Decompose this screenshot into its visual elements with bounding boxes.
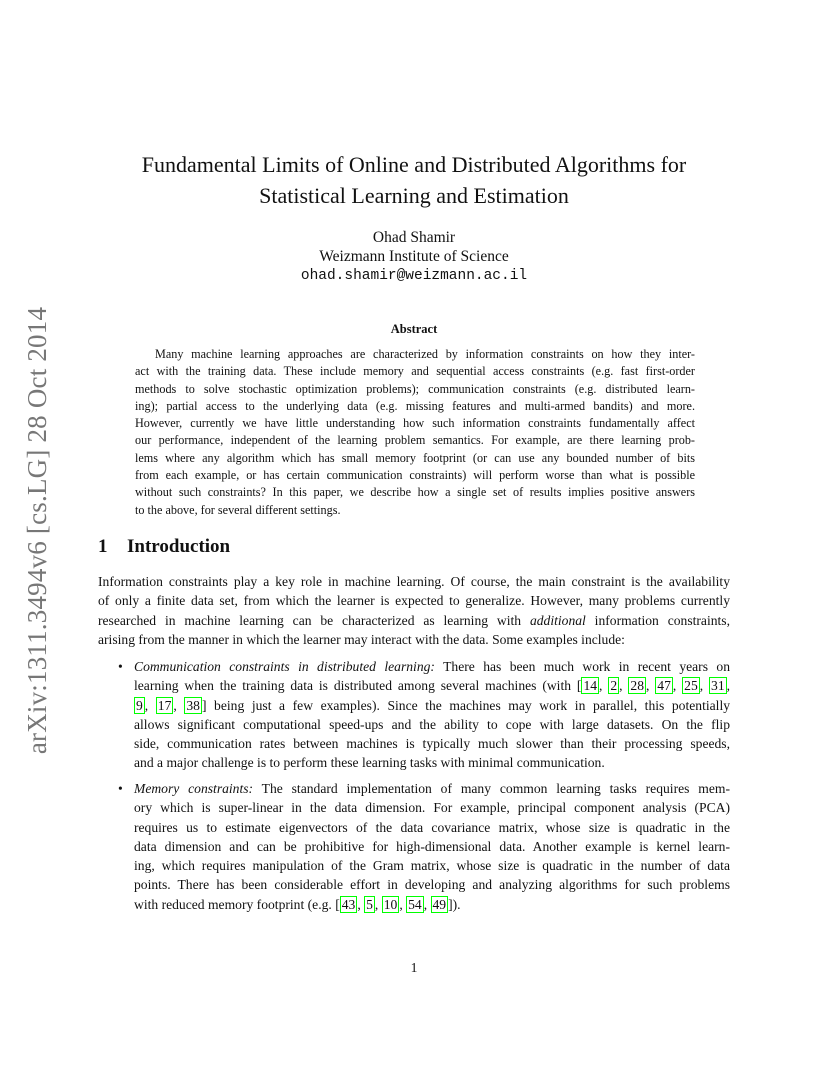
bullet-text-span: The standard implementation of many common learning tasks requires mem- bbox=[253, 781, 730, 796]
abstract-line: methods to solve stochastic optimization problems); communication constraints (e.g. distributed learn- bbox=[135, 381, 695, 396]
bullet-line: with reduced memory footprint (e.g. [ 43 , 5 , 10 , 54 , 49 ]). bbox=[134, 896, 461, 912]
bullet-line: learning when the training data is distributed among several machines (with [ 14 , 2 , 28 , 47 , 25 , 31 , bbox=[134, 678, 731, 694]
intro-line bbox=[98, 611, 730, 630]
bullet-line bbox=[134, 779, 730, 798]
bullet-text-span: ]). bbox=[448, 896, 461, 912]
bullet-text-span: There has been much work in recent years on bbox=[434, 659, 730, 674]
bullet-line: side, communication rates between machines is typically much slower than their processing speeds, bbox=[134, 736, 730, 752]
abstract-body bbox=[135, 346, 695, 519]
citation-link[interactable]: 49 bbox=[432, 896, 447, 912]
citation-link[interactable]: 54 bbox=[408, 896, 422, 912]
abstract-line: Many machine learning approaches are characterized by information constraints on how they inter- bbox=[155, 347, 695, 361]
abstract-heading: Abstract bbox=[390, 322, 438, 336]
citation-link[interactable]: 38 bbox=[186, 697, 200, 713]
paper-title-line-1: Fundamental Limits of Online and Distributed Algorithms for bbox=[141, 152, 687, 177]
arxiv-identifier: arXiv:1311.3494v6 [cs.LG] 28 Oct 2014 bbox=[22, 306, 53, 754]
bullet-line: data dimension and can be prohibitive for high-dimensional data. Another example is kernel learn- bbox=[134, 838, 730, 854]
bullet-text-span: ] being just a few examples). Since the machines may work in parallel, this potentially bbox=[201, 697, 731, 713]
abstract-line: lems where any algorithm which has small memory footprint (or can use any bounded number of bits bbox=[135, 450, 695, 465]
paper-title-line-2: Statistical Learning and Estimation bbox=[259, 183, 569, 208]
citation-link[interactable]: 2 bbox=[610, 678, 618, 694]
abstract-line: our performance, independent of the learning problem semantics. For example, are there learning prob- bbox=[135, 433, 695, 448]
intro-paragraph bbox=[98, 572, 730, 649]
abstract-line: ing); partial access to the underlying data (e.g. missing features and multi-armed bandits) and more. bbox=[135, 398, 695, 413]
intro-text: researched in machine learning can be characterized as learning with bbox=[98, 612, 530, 628]
bullet-lead: Memory constraints: bbox=[134, 781, 254, 796]
bullet-marker: • bbox=[118, 659, 123, 674]
citation-link[interactable]: 25 bbox=[684, 678, 698, 694]
citation-link[interactable]: 28 bbox=[630, 678, 644, 694]
bullet-line: 9 , 17 , 38 ] being just a few examples). Since the machines may work in parallel, this potentially bbox=[136, 697, 731, 713]
abstract-line: without such constraints? In this paper, we describe how a single set of results implies positive answers bbox=[135, 485, 695, 500]
bullet-line bbox=[134, 657, 730, 676]
section-title: Introduction bbox=[127, 536, 231, 557]
bullet-line: and a major challenge is to perform these learning tasks with minimal communication. bbox=[134, 755, 605, 771]
bullet-line: points. There has been considerable effort in developing and analyzing algorithms for such problems bbox=[134, 877, 730, 893]
citation-link[interactable]: 14 bbox=[583, 678, 598, 694]
page-number: 1 bbox=[410, 960, 418, 975]
bullet-marker: • bbox=[118, 781, 123, 796]
intro-line: arising from the manner in which the learner may interact with the data. Some examples include: bbox=[98, 631, 625, 647]
author-institution: Weizmann Institute of Science bbox=[319, 248, 509, 265]
arxiv-side-stamp bbox=[22, 295, 54, 765]
citation-link[interactable]: 10 bbox=[383, 896, 398, 912]
intro-line: of only a finite data set, from which the learner is expected to generalize. However, many problems currently bbox=[98, 593, 730, 609]
section-number: 1 bbox=[98, 536, 108, 557]
citation-link[interactable]: 17 bbox=[157, 697, 172, 713]
intro-text: information constraints, bbox=[585, 612, 731, 628]
abstract-line: to the above, for several different settings. bbox=[135, 502, 341, 517]
abstract-line: However, currently we have little understanding how such information constraints fundamentally affect bbox=[135, 416, 695, 431]
citation-link[interactable]: 31 bbox=[711, 678, 725, 694]
author-name: Ohad Shamir bbox=[372, 229, 456, 246]
bullet-lead: Communication constraints in distributed learning: bbox=[134, 659, 435, 674]
bullet-text-span: with reduced memory footprint (e.g. [ bbox=[134, 896, 340, 912]
bullet-text bbox=[134, 779, 730, 914]
intro-emphasis: additional bbox=[529, 612, 586, 628]
citation-link[interactable]: 9 bbox=[136, 697, 143, 713]
bullet-line: ory which is super-linear in the data dimension. For example, principal component analysis (PCA) bbox=[134, 800, 730, 816]
abstract-line: from each example, or has certain communication constraints) will perform worse than what is possible bbox=[135, 468, 695, 483]
citation-link[interactable]: 43 bbox=[341, 896, 356, 912]
bullet-text-span: learning when the training data is distributed among several machines (with [ bbox=[134, 678, 582, 694]
bullet-line: requires us to estimate eigenvectors of the data covariance matrix, whose size is quadratic in the bbox=[134, 819, 730, 835]
section-heading bbox=[98, 536, 230, 558]
intro-line: Information constraints play a key role in machine learning. Of course, the main constraint is the availability bbox=[98, 574, 730, 589]
bullet-line: ing, which requires manipulation of the Gram matrix, whose size is quadratic in the number of data bbox=[134, 858, 730, 874]
abstract-line: act with the training data. These include memory and sequential access constraints (e.g. fast first-order bbox=[135, 364, 695, 379]
author-email: ohad.shamir@weizmann.ac.il bbox=[300, 268, 528, 284]
citation-link[interactable]: 47 bbox=[657, 678, 671, 694]
citation-link[interactable]: 5 bbox=[366, 896, 373, 912]
bullet-line: allows significant computational speed-ups and the ability to cope with large datasets. On the flip bbox=[134, 716, 730, 732]
bullet-text bbox=[134, 657, 730, 773]
